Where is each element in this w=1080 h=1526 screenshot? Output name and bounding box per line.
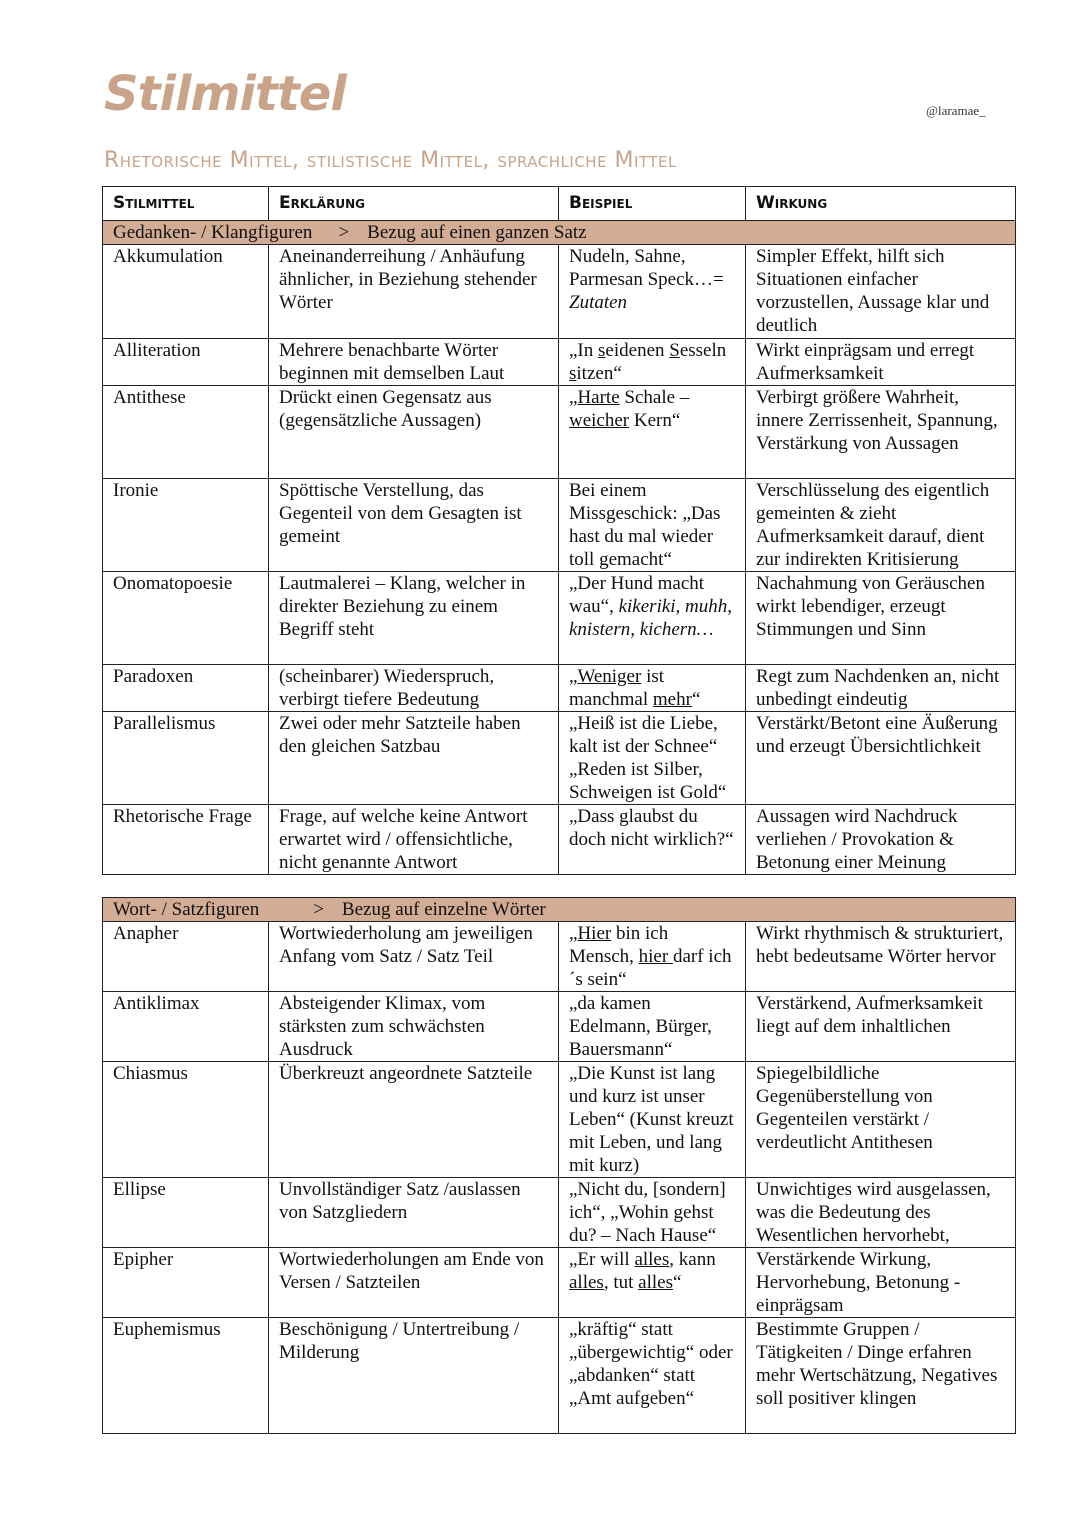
cell-erklaerung: Frage, auf welche keine Antwort erwartet wird / offensichtliche, nicht genannte Antwort — [269, 805, 559, 875]
page-subtitle: Rhetorische Mittel, stilistische Mittel, sprachliche Mittel — [104, 148, 677, 173]
table-row — [103, 386, 1016, 479]
cell-erklaerung: (scheinbarer) Wiederspruch, verbirgt tiefere Bedeutung — [269, 665, 559, 712]
cell-stilmittel: Antithese — [103, 386, 269, 479]
cell-beispiel — [559, 245, 746, 339]
example-text: “ — [691, 689, 701, 710]
table-row — [103, 922, 1016, 992]
cell-wirkung: Verschlüsselung des eigentlich gemeinten & zieht Aufmerksamkeit darauf, dient zur indirekten Kritisierung — [746, 479, 1016, 572]
example-underlined: Harte — [577, 387, 620, 408]
cell-beispiel: „Heiß ist die Liebe, kalt ist der Schnee“ „Reden ist Silber, Schweigen ist Gold“ — [559, 712, 746, 805]
example-underlined: S — [669, 340, 680, 361]
cell-erklaerung: Aneinanderreihung / Anhäufung ähnlicher, in Beziehung stehender Wörter — [269, 245, 559, 339]
example-text: darf ich´s sein“ — [569, 946, 732, 990]
cell-erklaerung: Zwei oder mehr Satzteile haben den gleichen Satzbau — [269, 712, 559, 805]
cell-wirkung: Simpler Effekt, hilft sich Situationen einfacher vorzustellen, Aussage klar und deutlich — [746, 245, 1016, 339]
column-header-stilmittel: Stilmittel — [103, 187, 269, 221]
cell-stilmittel: Chiasmus — [103, 1062, 269, 1178]
table-row — [103, 1248, 1016, 1318]
table-row — [103, 479, 1016, 572]
cell-stilmittel: Euphemismus — [103, 1318, 269, 1434]
example-text-italic: Zutaten — [569, 292, 628, 313]
cell-wirkung: Regt zum Nachdenken an, nicht unbedingt eindeutig — [746, 665, 1016, 712]
table-row — [103, 1318, 1016, 1434]
cell-stilmittel: Rhetorische Frage — [103, 805, 269, 875]
example-text: Nudeln, Sahne, Parmesan Speck…= — [569, 246, 724, 290]
example-text: eidenen — [605, 340, 670, 361]
cell-wirkung: Wirkt rhythmisch & strukturiert, hebt bedeutsame Wörter hervor — [746, 922, 1016, 992]
cell-wirkung: Bestimmte Gruppen / Tätigkeiten / Dinge erfahren mehr Wertschätzung, Negatives soll positiver klingen — [746, 1318, 1016, 1434]
cell-beispiel — [559, 339, 746, 386]
example-text: bin ich Mensch, — [569, 923, 669, 967]
cell-erklaerung: Wortwiederholung am jeweiligen Anfang vom Satz / Satz Teil — [269, 922, 559, 992]
group-header-row — [103, 898, 1016, 922]
example-text: „In — [569, 340, 599, 361]
example-text-italic: kikeriki, muhh, knistern, kichern… — [569, 596, 733, 640]
example-underlined: Weniger — [577, 666, 642, 687]
cell-erklaerung: Drückt einen Gegensatz aus (gegensätzliche Aussagen) — [269, 386, 559, 479]
cell-stilmittel: Akkumulation — [103, 245, 269, 339]
table-row — [103, 572, 1016, 665]
cell-beispiel: „Dass glaubst du doch nicht wirklich?“ — [559, 805, 746, 875]
table-row — [103, 805, 1016, 875]
cell-erklaerung: Lautmalerei – Klang, welcher in direkter Beziehung zu einem Begriff steht — [269, 572, 559, 665]
group-header-row — [103, 221, 1016, 245]
cell-stilmittel: Ellipse — [103, 1178, 269, 1248]
cell-wirkung: Verbirgt größere Wahrheit, innere Zerrissenheit, Spannung, Verstärkung von Aussagen — [746, 386, 1016, 479]
cell-stilmittel: Parallelismus — [103, 712, 269, 805]
table-row — [103, 339, 1016, 386]
cell-stilmittel: Alliteration — [103, 339, 269, 386]
stilmittel-table-1 — [102, 186, 1016, 875]
table-row — [103, 1178, 1016, 1248]
example-text: ist manchmal — [569, 666, 665, 710]
example-text: „Er will — [569, 1249, 635, 1270]
example-text: , kann — [669, 1249, 716, 1270]
column-header-wirkung: Wirkung — [746, 187, 1016, 221]
example-underlined: hier — [638, 946, 673, 967]
cell-beispiel — [559, 665, 746, 712]
cell-beispiel: „Nicht du, [sondern] ich“, „Wohin gehst du? – Nach Hause“ — [559, 1178, 746, 1248]
group-header — [103, 221, 1016, 245]
cell-beispiel — [559, 386, 746, 479]
cell-erklaerung: Spöttische Verstellung, das Gegenteil von dem Gesagten ist gemeint — [269, 479, 559, 572]
example-underlined: Hier — [577, 923, 612, 944]
example-underlined: alles — [638, 1272, 673, 1293]
example-underlined: mehr — [652, 689, 692, 710]
example-text: Schale – — [619, 387, 690, 408]
group-header — [103, 898, 1016, 922]
cell-beispiel: „kräftig“ statt „übergewichtig“ oder „abdanken“ statt „Amt aufgeben“ — [559, 1318, 746, 1434]
table-row — [103, 665, 1016, 712]
example-underlined: s — [569, 363, 577, 384]
example-underlined: s — [598, 340, 606, 361]
cell-erklaerung: Mehrere benachbarte Wörter beginnen mit demselben Laut — [269, 339, 559, 386]
example-text: Kern“ — [629, 410, 681, 431]
table-row — [103, 245, 1016, 339]
example-text: esseln — [679, 340, 727, 361]
page-title: Stilmittel — [104, 66, 346, 122]
cell-erklaerung: Absteigender Klimax, vom stärksten zum schwächsten Ausdruck — [269, 992, 559, 1062]
cell-wirkung: Verstärkt/Betont eine Äußerung und erzeugt Übersichtlichkeit — [746, 712, 1016, 805]
column-header-erklaerung: Erklärung — [269, 187, 559, 221]
example-text: “ — [672, 1272, 682, 1293]
author-handle: @laramae_ — [926, 103, 986, 118]
group-description: Bezug auf einen ganzen Satz — [367, 222, 587, 243]
cell-stilmittel: Ironie — [103, 479, 269, 572]
cell-stilmittel: Onomatopoesie — [103, 572, 269, 665]
table-row — [103, 1062, 1016, 1178]
example-underlined: alles — [569, 1272, 604, 1293]
cell-wirkung: Spiegelbildliche Gegenüberstellung von Gegenteilen verstärkt / verdeutlicht Antithesen — [746, 1062, 1016, 1178]
cell-beispiel — [559, 572, 746, 665]
cell-wirkung: Wirkt einprägsam und erregt Aufmerksamkeit — [746, 339, 1016, 386]
table-row — [103, 992, 1016, 1062]
group-description: Bezug auf einzelne Wörter — [341, 899, 546, 920]
column-header-beispiel: Beispiel — [559, 187, 746, 221]
example-text: „ — [569, 666, 578, 687]
stilmittel-table-2 — [102, 897, 1016, 1434]
cell-wirkung: Aussagen wird Nachdruck verliehen / Provokation & Betonung einer Meinung — [746, 805, 1016, 875]
cell-stilmittel: Paradoxen — [103, 665, 269, 712]
cell-beispiel: „da kamen Edelmann, Bürger, Bauersmann“ — [559, 992, 746, 1062]
cell-wirkung: Unwichtiges wird ausgelassen, was die Bedeutung des Wesentlichen hervorhebt, — [746, 1178, 1016, 1248]
example-text: itzen“ — [576, 363, 622, 384]
cell-stilmittel: Anapher — [103, 922, 269, 992]
cell-erklaerung: Wortwiederholungen am Ende von Versen / Satzteilen — [269, 1248, 559, 1318]
example-text: „ — [569, 923, 578, 944]
cell-erklaerung: Überkreuzt angeordnete Satzteile — [269, 1062, 559, 1178]
example-text: , tut — [603, 1272, 639, 1293]
example-underlined: alles — [634, 1249, 670, 1270]
group-title: Wort- / Satzfiguren — [113, 899, 260, 920]
table-header-row — [103, 187, 1016, 221]
cell-beispiel: „Die Kunst ist lang und kurz ist unser Leben“ (Kunst kreuzt mit Leben, und lang mit kurz) — [559, 1062, 746, 1178]
table-row — [103, 712, 1016, 805]
example-text: „Der Hund macht wau“, — [569, 573, 705, 617]
cell-wirkung: Verstärkend, Aufmerksamkeit liegt auf dem inhaltlichen — [746, 992, 1016, 1062]
cell-wirkung: Nachahmung von Geräuschen wirkt lebendiger, erzeugt Stimmungen und Sinn — [746, 572, 1016, 665]
group-arrow: > — [313, 899, 324, 920]
cell-wirkung: Verstärkende Wirkung, Hervorhebung, Betonung - einprägsam — [746, 1248, 1016, 1318]
group-title: Gedanken- / Klangfiguren — [113, 222, 313, 243]
cell-beispiel — [559, 922, 746, 992]
group-arrow: > — [338, 222, 350, 243]
cell-stilmittel: Antiklimax — [103, 992, 269, 1062]
example-text: „ — [569, 387, 578, 408]
cell-beispiel — [559, 1248, 746, 1318]
cell-beispiel: Bei einem Missgeschick: „Das hast du mal wieder toll gemacht“ — [559, 479, 746, 572]
cell-stilmittel: Epipher — [103, 1248, 269, 1318]
cell-erklaerung: Beschönigung / Untertreibung / Milderung — [269, 1318, 559, 1434]
cell-erklaerung: Unvollständiger Satz /auslassen von Satzgliedern — [269, 1178, 559, 1248]
example-underlined: weicher — [569, 410, 630, 431]
